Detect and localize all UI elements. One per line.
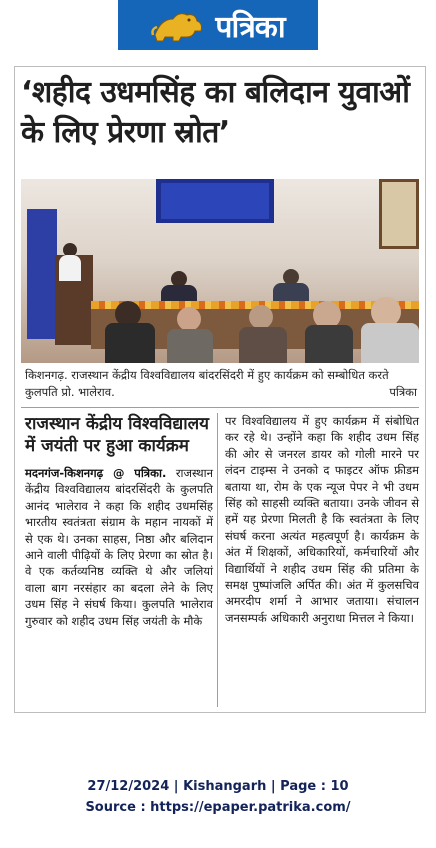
footer-source: Source : https://epaper.patrika.com/ — [85, 800, 351, 815]
column-divider — [217, 413, 218, 707]
brand-name: पत्रिका — [215, 9, 285, 45]
news-clipping — [14, 66, 426, 713]
article-body-right: पर विश्वविद्यालय में हुए कार्यक्रम में संबोधित कर रहे थे। उन्होंने कहा कि शहीद उधम सिंह की ओर से जनरल डायर को गोली मारने पर लंदन टाइम्स ने उनको द फाइटर ऑफ फ्रीडम बताया था, रोम के एक न्यूज पेपर ने भी उधम सिंह को साहसी व्यक्ति बताया। उनके जीवन से हमें यह प्रेरणा मिलती है कि स्वतंत्रता के लिए संघर्ष करना अत्यंत महत्वपूर्ण है। कार्यक्रम के अंत में शिक्षकों, अधिकारियों, कर्मचारियों और विद्यार्थियों ने शहीद उधम सिंह की प्रतिमा के समक्ष पुष्पांजलि अर्पित की। अंत में कुलसचिव अमरदीप शर्मा ने आभार जताया। संचालन जनसम्पर्क अधिकारी अनुराधा मित्तल ने किया। — [225, 414, 419, 625]
headline: ‘शहीद उधमसिंह का बलिदान युवाओं के लिए प्रेरणा स्रोत’ — [21, 75, 410, 150]
footer-date-page: 27/12/2024 | Kishangarh | Page : 10 — [87, 779, 349, 794]
event-photo — [21, 179, 419, 363]
photo-credit: पत्रिका — [389, 385, 417, 399]
article-text-left: राजस्थान केंद्रीय विश्वविद्यालय बांदरसिंदरी के कुलपति आनंद भालेराव ने कहा कि शहीद उधमसिंह भारतीय स्वतंत्रता संग्राम के महान नायकों में से एक थे। उनका साहस, निष्ठा और बलिदान आने वाली पीढ़ियों के लिए प्रेरणा का स्रोत है। वे एक कर्तव्यनिष्ठ व्यक्ति थे और जलियां वाला बाग नरसंहार का बदला लेने के लिए उधम सिंह ने संघर्ष किया। कुलपति भालेराव गुरुवार को शहीद उधम सिंह जयंती के मौके — [25, 466, 214, 628]
masthead-logo — [118, 0, 318, 50]
source-footer — [0, 776, 436, 818]
article-body-left — [25, 465, 213, 629]
caption-text: किशनगढ़. राजस्थान केंद्रीय विश्वविद्यालय बांदरसिंदरी में हुए कार्यक्रम को सम्बोधित करते कुलपति प्रो. भालेराव. — [25, 368, 389, 399]
photo-caption — [25, 367, 417, 401]
divider — [21, 407, 419, 408]
lion-emblem-icon — [151, 5, 207, 45]
article-subhead: राजस्थान केंद्रीय विश्वविद्यालय में जयंती पर हुआ कार्यक्रम — [25, 414, 210, 456]
article-column-right — [225, 413, 419, 626]
dateline: मदनगंज-किशनगढ़ @ पत्रिका. — [25, 466, 167, 480]
article-column-left — [25, 413, 213, 629]
